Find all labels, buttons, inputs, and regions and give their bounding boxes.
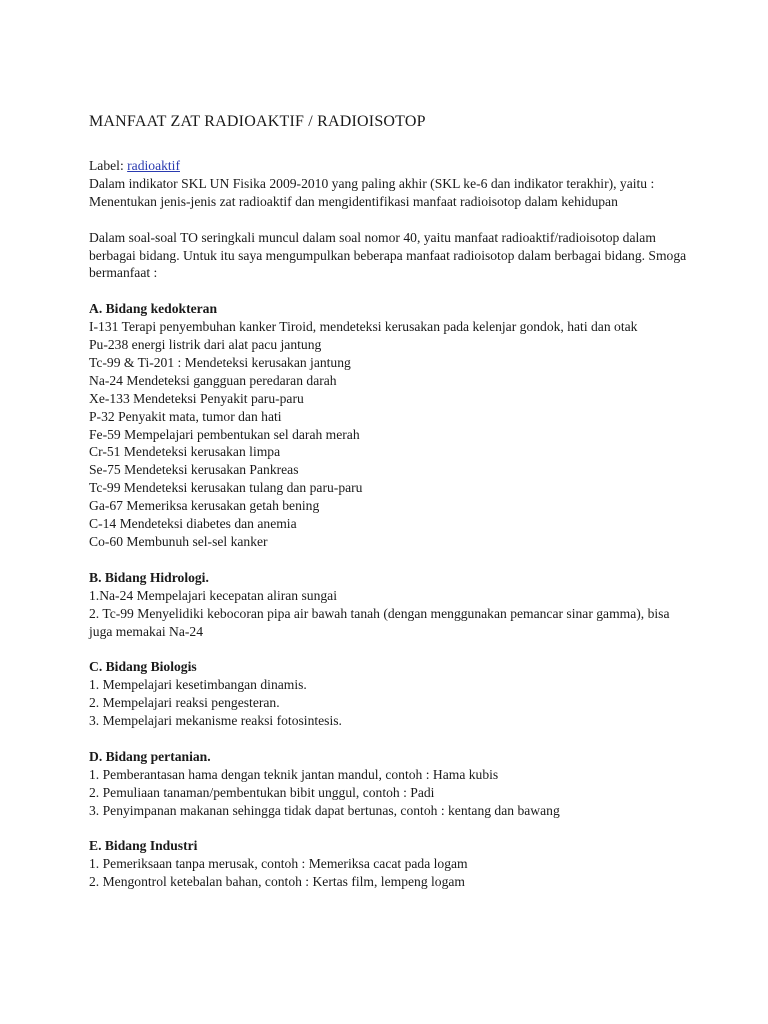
intro-paragraph: Dalam soal-soal TO seringkali muncul dalam soal nomor 40, yaitu manfaat radioaktif/radioisotop dalam berbagai bidang. Untuk itu saya mengumpulkan beberapa manfaat radioisotop dalam berbagai bidang. Smoga bermanfaat : [89, 229, 687, 281]
list-item: Co-60 Membunuh sel-sel kanker [89, 534, 268, 549]
document-title: MANFAAT ZAT RADIOAKTIF / RADIOISOTOP [89, 113, 426, 130]
list-item: P-32 Penyakit mata, tumor dan hati [89, 408, 282, 424]
list-item: Ga-67 Memeriksa kerusakan getah bening [89, 498, 320, 514]
list-item: Tc-99 Mendeteksi kerusakan tulang dan paru-paru [89, 480, 363, 496]
section-heading: A. Bidang kedokteran [89, 301, 218, 317]
label-link-radioaktif[interactable]: radioaktif [127, 158, 180, 173]
section-biologis [89, 658, 689, 730]
label-line [89, 157, 689, 175]
document-content [89, 112, 689, 891]
intro-line: Dalam indikator SKL UN Fisika 2009-2010 yang paling akhir (SKL ke-6 dan indikator terakhir), yaitu : [89, 175, 655, 191]
list-item: 3. Mempelajari mekanisme reaksi fotosintesis. [89, 713, 342, 729]
list-item: I-131 Terapi penyembuhan kanker Tiroid, mendeteksi kerusakan pada kelenjar gondok, hati dan otak [89, 319, 638, 335]
list-item: 1. Mempelajari kesetimbangan dinamis. [89, 677, 307, 693]
section-pertanian [89, 748, 689, 820]
list-item: Na-24 Mendeteksi gangguan peredaran darah [89, 372, 337, 388]
list-item: 2. Tc-99 Menyelidiki kebocoran pipa air bawah tanah (dengan menggunakan pemancar sinar gamma), bisa juga memakai Na-24 [89, 605, 670, 639]
label-prefix: Label: [89, 158, 124, 173]
list-item: Se-75 Mendeteksi kerusakan Pankreas [89, 462, 299, 478]
list-item: 3. Penyimpanan makanan sehingga tidak dapat bertunas, contoh : kentang dan bawang [89, 802, 560, 818]
section-heading: B. Bidang Hidrologi. [89, 569, 209, 585]
list-item: Pu-238 energi listrik dari alat pacu jantung [89, 337, 322, 353]
section-industri [89, 837, 689, 891]
list-item: 2. Pemuliaan tanaman/pembentukan bibit unggul, contoh : Padi [89, 784, 435, 800]
list-item: Xe-133 Mendeteksi Penyakit paru-paru [89, 390, 304, 406]
section-heading: D. Bidang pertanian. [89, 748, 211, 764]
section-heading: E. Bidang Industri [89, 838, 198, 854]
list-item: C-14 Mendeteksi diabetes dan anemia [89, 516, 297, 532]
section-heading: C. Bidang Biologis [89, 659, 197, 675]
intro-line: Menentukan jenis-jenis zat radioaktif dan mengidentifikasi manfaat radioisotop dalam kehidupan [89, 193, 618, 209]
list-item: 1. Pemeriksaan tanpa merusak, contoh : Memeriksa cacat pada logam [89, 856, 468, 872]
section-hidrologi [89, 569, 689, 641]
list-item: Fe-59 Mempelajari pembentukan sel darah merah [89, 426, 360, 442]
section-kedokteran [89, 300, 689, 551]
list-item: 1.Na-24 Mempelajari kecepatan aliran sungai [89, 587, 337, 603]
list-item: Cr-51 Mendeteksi kerusakan limpa [89, 444, 281, 460]
list-item: Tc-99 & Ti-201 : Mendeteksi kerusakan jantung [89, 354, 351, 370]
list-item: 2. Mempelajari reaksi pengesteran. [89, 695, 280, 711]
list-item: 2. Mengontrol ketebalan bahan, contoh : Kertas film, lempeng logam [89, 874, 465, 890]
list-item: 1. Pemberantasan hama dengan teknik jantan mandul, contoh : Hama kubis [89, 766, 499, 782]
